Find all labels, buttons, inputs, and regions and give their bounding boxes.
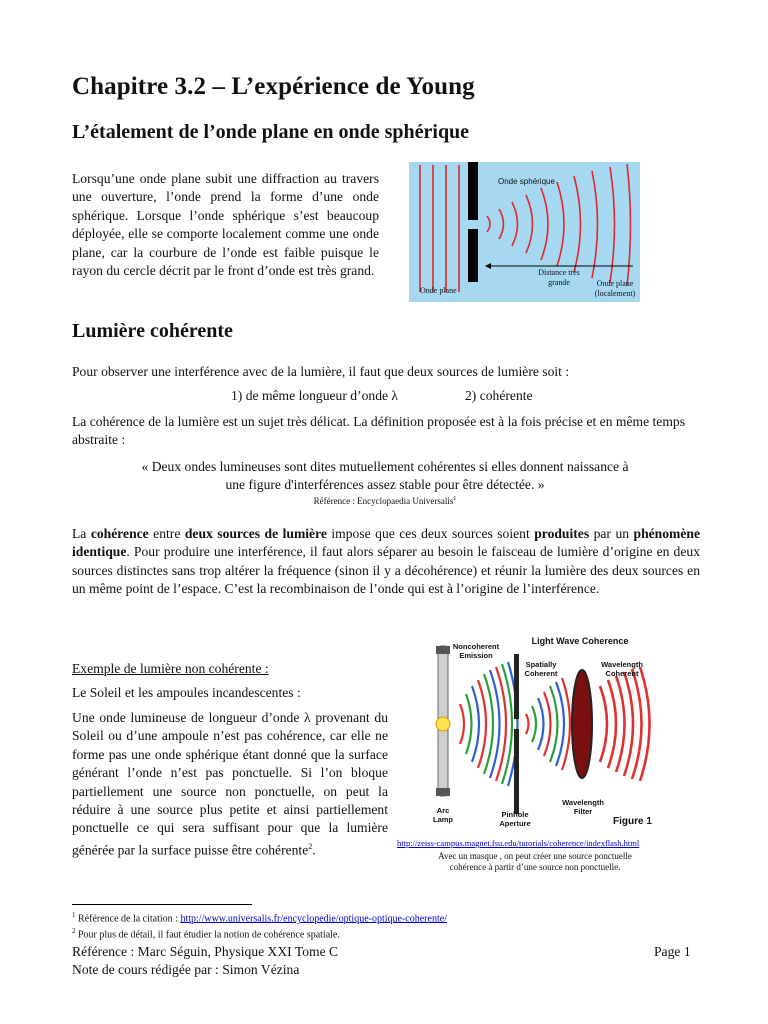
- label-filter-1: Wavelength: [562, 798, 604, 807]
- quote: [72, 458, 698, 495]
- quote-line-2: une figure d'interférences assez stable pour être détectée. »: [225, 477, 545, 493]
- footer-reference: Référence : Marc Séguin, Physique XXI Tome C: [72, 944, 339, 959]
- label-arc-2: Lamp: [432, 815, 453, 824]
- figure2-caption-1: Avec un masque , on peut créer une source ponctuelle: [438, 851, 632, 861]
- label-spatially: [516, 660, 566, 678]
- label-plane-local-line1: Onde plane: [596, 279, 634, 288]
- p2-t4: par un: [589, 526, 634, 541]
- label-wavelength-coherent-2: Coherent: [605, 669, 639, 678]
- footnote-1-text: Référence de la citation :: [75, 913, 181, 925]
- p2-b4: phénomène identique: [72, 526, 700, 560]
- example-subheading: Le Soleil et les ampoules incandescentes :: [72, 685, 301, 700]
- label-pinhole-1: Pinhole: [501, 810, 529, 819]
- label-wavelength-coherent: [592, 660, 652, 678]
- quote-line-1: « Deux ondes lumineuses sont dites mutuellement cohérentes si elles donnent naissance à: [141, 459, 629, 474]
- label-spatially-1: Spatially: [525, 660, 557, 669]
- label-pinhole: [490, 810, 540, 828]
- label-noncoherent-2: Emission: [459, 651, 493, 660]
- footnote-2-text: Pour plus de détail, il faut étudier la notion de cohérence spatiale.: [75, 929, 340, 941]
- figure2-title: Light Wave Coherence: [531, 636, 629, 646]
- footer-author: Note de cours rédigée par : Simon Vézina: [72, 962, 300, 977]
- footnote-1: [72, 911, 447, 924]
- p2-t5: . Pour produire une interférence, il faut alors séparer au besoin le faisceau de lumière d’origine en deux sources distinctes sans trop altérer la fréquence (sinon il y a décohérence) et réunir la lumière des deux sources en un même point de l’espace. C’est la recombinaison de l’onde qui est à l’origine de l’interférence.: [72, 544, 700, 597]
- paragraph-spreading: Lorsqu’une onde plane subit une diffraction au travers une ouverture, l’onde prend la forme d’une onde sphérique. Lorsque l’onde sphérique s’est beaucoup déployée, elle se comporte localement comme une onde plane, car la courbure de l’onde est faible puisque le rayon du cercle décrit par le front d’onde est très grand.: [72, 171, 379, 279]
- label-filter: [555, 798, 611, 816]
- label-plane-local-line2: (localement): [594, 289, 636, 298]
- quote-reference: [72, 496, 698, 506]
- label-arc-lamp: [428, 806, 458, 824]
- label-arc-1: Arc: [436, 806, 450, 815]
- example-end: .: [312, 842, 316, 858]
- quote-reference-sup: 1: [453, 496, 457, 502]
- coherence-text: La cohérence de la lumière est un sujet très délicat. La définition proposée est à la fois précise et en même temps abstraite :: [72, 414, 685, 448]
- label-plane: Onde plane: [420, 286, 457, 295]
- label-pinhole-2: Aperture: [499, 819, 531, 828]
- footnote-separator: [72, 904, 252, 905]
- label-noncoherent: [446, 642, 506, 660]
- wave-figure: [409, 162, 640, 302]
- page-title: Chapitre 3.2 – L’expérience de Young: [72, 73, 475, 100]
- figure2-caption: [400, 851, 670, 873]
- footnote-2-num: 2: [72, 927, 76, 935]
- figure2-caption-2: cohérence à partir d’une source non ponctuelle.: [449, 862, 621, 872]
- spatially-coherent-waves: [526, 678, 570, 770]
- figure2-link[interactable]: http://zeiss-campus.magnet.fsu.edu/tutorials/coherence/indexflash.html: [397, 838, 640, 848]
- barrier-bottom: [468, 229, 478, 282]
- pinhole-plate-bottom: [514, 729, 519, 814]
- example-text-body: Une onde lumineuse de longueur d’onde λ provenant du Soleil ou d’une ampoule n’est pas cohérence, car elle ne forme pas une onde sphérique étant donné que la surface générant l’onde n’est pas ponctuelle. Si l’on bloque partiellement une source non ponctuelle, on peut la réduire à une source plus petite et ainsi partiellement ponctuelle ce qui sera suffisant pour que la lumière générée par la surface puisse être cohérente: [72, 710, 388, 858]
- p2-t3: impose que ces deux sources soient: [326, 526, 535, 541]
- wavelength-coherent-waves: [600, 667, 650, 781]
- footer-page: Page 1: [654, 944, 691, 959]
- intro-text: Pour observer une interférence avec de la lumière, il faut que deux sources de lumière soit :: [72, 364, 570, 379]
- wavelength-filter: [572, 670, 592, 778]
- footnote-1-link[interactable]: http://www.universalis.fr/encyclopedie/optique-optique-coherente/: [180, 913, 447, 925]
- label-distance: [529, 268, 589, 288]
- label-spatially-2: Coherent: [524, 669, 558, 678]
- noncoherent-waves: [460, 662, 518, 786]
- p2-b3: produites: [534, 526, 590, 541]
- label-noncoherent-1: Noncoherent: [452, 642, 500, 651]
- barrier-top: [468, 162, 478, 220]
- section-heading-spreading: L’étalement de l’onde plane en onde sphérique: [72, 121, 470, 143]
- label-spherical: Onde sphérique: [498, 177, 555, 186]
- example-text: [72, 709, 388, 860]
- p2-t2: entre: [148, 526, 185, 541]
- label-distance-line2: grande: [548, 278, 570, 287]
- quote-reference-text: Référence : Encyclopaedia Universalis: [313, 496, 454, 506]
- section-heading-coherent: Lumière cohérente: [72, 320, 233, 342]
- condition-1: 1) de même longueur d’onde λ: [231, 388, 399, 403]
- example-heading: Exemple de lumière non cohérente :: [72, 661, 269, 676]
- p2-b2: deux sources de lumière: [184, 526, 327, 541]
- p2-b1: cohérence: [90, 526, 149, 541]
- label-wavelength-coherent-1: Wavelength: [601, 660, 643, 669]
- coherence-paragraph: [72, 525, 700, 599]
- label-plane-local: [589, 279, 641, 299]
- label-distance-line1: Distance très: [538, 268, 580, 277]
- condition-2: 2) cohérente: [465, 388, 533, 403]
- coherence-figure: [410, 634, 700, 834]
- label-figure-1: Figure 1: [613, 816, 652, 827]
- p2-t1: La: [72, 526, 91, 541]
- example-sup: 2: [308, 841, 313, 851]
- footnote-2: [72, 927, 340, 940]
- footnote-1-num: 1: [72, 911, 76, 919]
- arc-lamp-glow: [436, 717, 450, 731]
- arc-lamp-cap-bottom: [436, 788, 450, 796]
- label-filter-2: Filter: [573, 807, 593, 816]
